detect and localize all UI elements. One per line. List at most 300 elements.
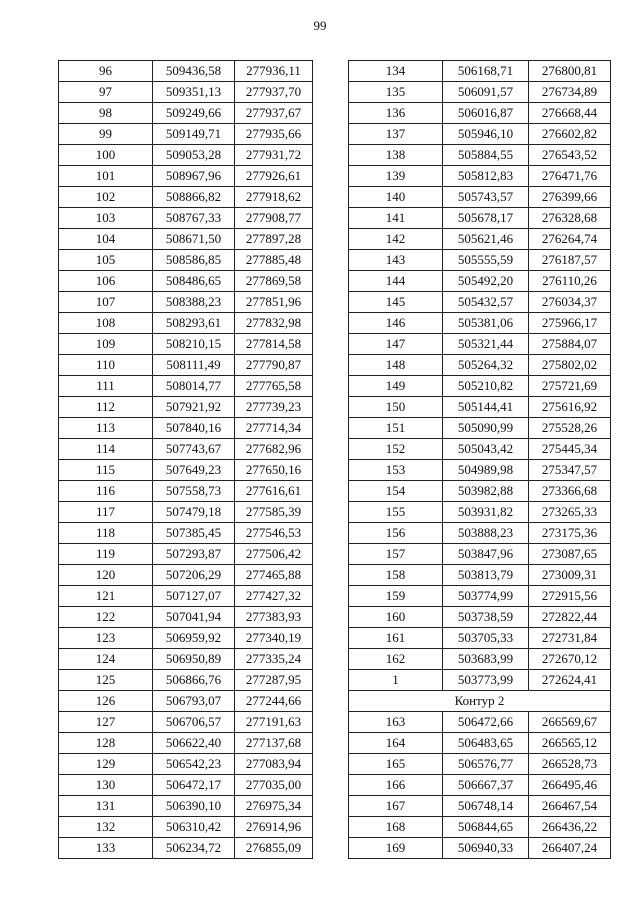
table-row	[59, 166, 313, 187]
x-coordinate-cell: 509249,66	[153, 103, 235, 124]
x-coordinate-cell: 505812,83	[443, 166, 529, 187]
point-number-cell: 146	[349, 313, 443, 334]
y-coordinate-cell: 277937,67	[235, 103, 313, 124]
point-number-cell: 123	[59, 628, 153, 649]
point-number-cell: 138	[349, 145, 443, 166]
point-number-cell: 157	[349, 544, 443, 565]
point-number-cell: 155	[349, 502, 443, 523]
table-row	[349, 733, 611, 754]
table-row	[349, 124, 611, 145]
x-coordinate-cell: 506866,76	[153, 670, 235, 691]
point-number-cell: 108	[59, 313, 153, 334]
point-number-cell: 126	[59, 691, 153, 712]
point-number-cell: 144	[349, 271, 443, 292]
x-coordinate-cell: 506940,33	[443, 838, 529, 859]
y-coordinate-cell: 277931,72	[235, 145, 313, 166]
point-number-cell: 112	[59, 397, 153, 418]
point-number-cell: 137	[349, 124, 443, 145]
table-row	[349, 229, 611, 250]
x-coordinate-cell: 505144,41	[443, 397, 529, 418]
table-row	[59, 502, 313, 523]
x-coordinate-cell: 503813,79	[443, 565, 529, 586]
x-coordinate-cell: 506793,07	[153, 691, 235, 712]
y-coordinate-cell: 266467,54	[529, 796, 611, 817]
y-coordinate-cell: 277814,58	[235, 334, 313, 355]
x-coordinate-cell: 508866,82	[153, 187, 235, 208]
table-row	[349, 187, 611, 208]
point-number-cell: 127	[59, 712, 153, 733]
y-coordinate-cell: 273175,36	[529, 523, 611, 544]
point-number-cell: 124	[59, 649, 153, 670]
table-row	[59, 712, 313, 733]
contour-section	[349, 691, 611, 712]
y-coordinate-cell: 266528,73	[529, 754, 611, 775]
y-coordinate-cell: 272915,56	[529, 586, 611, 607]
point-number-cell: 141	[349, 208, 443, 229]
table-row	[59, 61, 313, 82]
y-coordinate-cell: 276975,34	[235, 796, 313, 817]
point-number-cell: 159	[349, 586, 443, 607]
point-number-cell: 166	[349, 775, 443, 796]
x-coordinate-cell: 505264,32	[443, 355, 529, 376]
table-row	[349, 418, 611, 439]
x-coordinate-cell: 506959,92	[153, 628, 235, 649]
y-coordinate-cell: 275616,92	[529, 397, 611, 418]
y-coordinate-cell: 272822,44	[529, 607, 611, 628]
table-row	[349, 397, 611, 418]
x-coordinate-cell: 506667,37	[443, 775, 529, 796]
y-coordinate-cell: 277287,95	[235, 670, 313, 691]
table-row	[349, 82, 611, 103]
table-row	[349, 544, 611, 565]
point-number-cell: 140	[349, 187, 443, 208]
table-row	[59, 271, 313, 292]
y-coordinate-cell: 277427,32	[235, 586, 313, 607]
point-number-cell: 96	[59, 61, 153, 82]
x-coordinate-cell: 503982,88	[443, 481, 529, 502]
table-row	[59, 523, 313, 544]
x-coordinate-cell: 505946,10	[443, 124, 529, 145]
y-coordinate-cell: 277340,19	[235, 628, 313, 649]
table-row	[349, 607, 611, 628]
x-coordinate-cell: 509053,28	[153, 145, 235, 166]
y-coordinate-cell: 277885,48	[235, 250, 313, 271]
x-coordinate-cell: 505043,42	[443, 439, 529, 460]
x-coordinate-cell: 506542,23	[153, 754, 235, 775]
x-coordinate-cell: 506091,57	[443, 82, 529, 103]
x-coordinate-cell: 503773,99	[443, 670, 529, 691]
table-row	[349, 313, 611, 334]
table-row	[59, 565, 313, 586]
table-row	[59, 418, 313, 439]
table-row	[349, 502, 611, 523]
y-coordinate-cell: 277137,68	[235, 733, 313, 754]
table-row	[349, 61, 611, 82]
table-row	[349, 565, 611, 586]
y-coordinate-cell: 273366,68	[529, 481, 611, 502]
table-row	[349, 355, 611, 376]
x-coordinate-cell: 506748,14	[443, 796, 529, 817]
section-label: Контур 2	[349, 691, 611, 712]
table-row	[59, 733, 313, 754]
x-coordinate-cell: 508014,77	[153, 376, 235, 397]
x-coordinate-cell: 505090,99	[443, 418, 529, 439]
x-coordinate-cell: 505555,59	[443, 250, 529, 271]
table-row	[349, 817, 611, 838]
x-coordinate-cell: 503738,59	[443, 607, 529, 628]
x-coordinate-cell: 509351,13	[153, 82, 235, 103]
y-coordinate-cell: 276543,52	[529, 145, 611, 166]
point-number-cell: 122	[59, 607, 153, 628]
point-number-cell: 109	[59, 334, 153, 355]
x-coordinate-cell: 508486,65	[153, 271, 235, 292]
table-row	[349, 145, 611, 166]
y-coordinate-cell: 276034,37	[529, 292, 611, 313]
table-row	[349, 460, 611, 481]
table-row	[349, 481, 611, 502]
point-number-cell: 115	[59, 460, 153, 481]
x-coordinate-cell: 503774,99	[443, 586, 529, 607]
x-coordinate-cell: 509149,71	[153, 124, 235, 145]
x-coordinate-cell: 506706,57	[153, 712, 235, 733]
x-coordinate-cell: 505492,20	[443, 271, 529, 292]
y-coordinate-cell: 266495,46	[529, 775, 611, 796]
x-coordinate-cell: 507558,73	[153, 481, 235, 502]
table-row	[59, 250, 313, 271]
y-coordinate-cell: 277035,00	[235, 775, 313, 796]
table-row	[59, 376, 313, 397]
table-row	[349, 754, 611, 775]
table-row	[59, 460, 313, 481]
x-coordinate-cell: 507649,23	[153, 460, 235, 481]
y-coordinate-cell: 275966,17	[529, 313, 611, 334]
table-row	[349, 628, 611, 649]
table-row	[59, 334, 313, 355]
y-coordinate-cell: 277650,16	[235, 460, 313, 481]
point-number-cell: 149	[349, 376, 443, 397]
x-coordinate-cell: 508586,85	[153, 250, 235, 271]
x-coordinate-cell: 508671,50	[153, 229, 235, 250]
y-coordinate-cell: 277682,96	[235, 439, 313, 460]
y-coordinate-cell: 272731,84	[529, 628, 611, 649]
x-coordinate-cell: 503683,99	[443, 649, 529, 670]
y-coordinate-cell: 277869,58	[235, 271, 313, 292]
x-coordinate-cell: 507921,92	[153, 397, 235, 418]
table-row	[59, 628, 313, 649]
table-row	[59, 649, 313, 670]
table-row	[59, 754, 313, 775]
table-row	[59, 775, 313, 796]
y-coordinate-cell: 266407,24	[529, 838, 611, 859]
x-coordinate-cell: 506576,77	[443, 754, 529, 775]
x-coordinate-cell: 504989,98	[443, 460, 529, 481]
table-row	[59, 796, 313, 817]
table-row	[349, 796, 611, 817]
x-coordinate-cell: 508967,96	[153, 166, 235, 187]
y-coordinate-cell: 277714,34	[235, 418, 313, 439]
point-number-cell: 148	[349, 355, 443, 376]
table-row	[349, 649, 611, 670]
y-coordinate-cell: 276328,68	[529, 208, 611, 229]
y-coordinate-cell: 277506,42	[235, 544, 313, 565]
coordinates-table-right-body	[349, 61, 611, 691]
y-coordinate-cell: 277244,66	[235, 691, 313, 712]
point-number-cell: 156	[349, 523, 443, 544]
point-number-cell: 150	[349, 397, 443, 418]
y-coordinate-cell: 272624,41	[529, 670, 611, 691]
y-coordinate-cell: 277335,24	[235, 649, 313, 670]
table-row	[349, 670, 611, 691]
point-number-cell: 130	[59, 775, 153, 796]
y-coordinate-cell: 277191,63	[235, 712, 313, 733]
table-row	[349, 334, 611, 355]
point-number-cell: 120	[59, 565, 153, 586]
y-coordinate-cell: 276471,76	[529, 166, 611, 187]
table-row	[59, 397, 313, 418]
y-coordinate-cell: 276800,81	[529, 61, 611, 82]
table-row	[349, 103, 611, 124]
point-number-cell: 129	[59, 754, 153, 775]
table-row	[349, 439, 611, 460]
x-coordinate-cell: 505884,55	[443, 145, 529, 166]
y-coordinate-cell: 266565,12	[529, 733, 611, 754]
y-coordinate-cell: 277585,39	[235, 502, 313, 523]
x-coordinate-cell: 507743,67	[153, 439, 235, 460]
point-number-cell: 1	[349, 670, 443, 691]
table-row	[59, 82, 313, 103]
point-number-cell: 131	[59, 796, 153, 817]
table-row	[59, 544, 313, 565]
table-row	[59, 670, 313, 691]
table-row	[59, 313, 313, 334]
y-coordinate-cell: 266569,67	[529, 712, 611, 733]
point-number-cell: 132	[59, 817, 153, 838]
y-coordinate-cell: 266436,22	[529, 817, 611, 838]
point-number-cell: 163	[349, 712, 443, 733]
x-coordinate-cell: 506016,87	[443, 103, 529, 124]
x-coordinate-cell: 506950,89	[153, 649, 235, 670]
x-coordinate-cell: 506844,65	[443, 817, 529, 838]
x-coordinate-cell: 507206,29	[153, 565, 235, 586]
page-number: 99	[313, 18, 327, 33]
x-coordinate-cell: 506310,42	[153, 817, 235, 838]
table-row	[349, 376, 611, 397]
y-coordinate-cell: 277897,28	[235, 229, 313, 250]
y-coordinate-cell: 277616,61	[235, 481, 313, 502]
y-coordinate-cell: 273087,65	[529, 544, 611, 565]
coordinates-table-right	[348, 60, 611, 859]
table-row	[349, 838, 611, 859]
x-coordinate-cell: 508388,23	[153, 292, 235, 313]
y-coordinate-cell: 273265,33	[529, 502, 611, 523]
x-coordinate-cell: 505432,57	[443, 292, 529, 313]
point-number-cell: 143	[349, 250, 443, 271]
table-row	[349, 208, 611, 229]
point-number-cell: 105	[59, 250, 153, 271]
table-row	[59, 187, 313, 208]
table-row	[59, 691, 313, 712]
point-number-cell: 104	[59, 229, 153, 250]
x-coordinate-cell: 505743,57	[443, 187, 529, 208]
point-number-cell: 147	[349, 334, 443, 355]
y-coordinate-cell: 277765,58	[235, 376, 313, 397]
point-number-cell: 100	[59, 145, 153, 166]
x-coordinate-cell: 508767,33	[153, 208, 235, 229]
point-number-cell: 134	[349, 61, 443, 82]
y-coordinate-cell: 276399,66	[529, 187, 611, 208]
x-coordinate-cell: 503847,96	[443, 544, 529, 565]
section-row	[349, 691, 611, 712]
point-number-cell: 135	[349, 82, 443, 103]
y-coordinate-cell: 277918,62	[235, 187, 313, 208]
x-coordinate-cell: 506234,72	[153, 838, 235, 859]
point-number-cell: 154	[349, 481, 443, 502]
y-coordinate-cell: 277936,11	[235, 61, 313, 82]
y-coordinate-cell: 277383,93	[235, 607, 313, 628]
point-number-cell: 136	[349, 103, 443, 124]
y-coordinate-cell: 276914,96	[235, 817, 313, 838]
point-number-cell: 118	[59, 523, 153, 544]
y-coordinate-cell: 276668,44	[529, 103, 611, 124]
point-number-cell: 164	[349, 733, 443, 754]
point-number-cell: 125	[59, 670, 153, 691]
point-number-cell: 167	[349, 796, 443, 817]
x-coordinate-cell: 506168,71	[443, 61, 529, 82]
y-coordinate-cell: 277546,53	[235, 523, 313, 544]
coordinates-table-right-body-contour-2	[349, 712, 611, 859]
table-row	[59, 838, 313, 859]
point-number-cell: 98	[59, 103, 153, 124]
point-number-cell: 152	[349, 439, 443, 460]
y-coordinate-cell: 276855,09	[235, 838, 313, 859]
point-number-cell: 145	[349, 292, 443, 313]
point-number-cell: 107	[59, 292, 153, 313]
point-number-cell: 142	[349, 229, 443, 250]
y-coordinate-cell: 275347,57	[529, 460, 611, 481]
y-coordinate-cell: 277465,88	[235, 565, 313, 586]
table-row	[349, 586, 611, 607]
x-coordinate-cell: 506472,66	[443, 712, 529, 733]
point-number-cell: 110	[59, 355, 153, 376]
point-number-cell: 106	[59, 271, 153, 292]
x-coordinate-cell: 509436,58	[153, 61, 235, 82]
point-number-cell: 114	[59, 439, 153, 460]
x-coordinate-cell: 505621,46	[443, 229, 529, 250]
point-number-cell: 151	[349, 418, 443, 439]
y-coordinate-cell: 275528,26	[529, 418, 611, 439]
point-number-cell: 119	[59, 544, 153, 565]
x-coordinate-cell: 503888,23	[443, 523, 529, 544]
y-coordinate-cell: 275884,07	[529, 334, 611, 355]
y-coordinate-cell: 277083,94	[235, 754, 313, 775]
table-row	[349, 271, 611, 292]
table-row	[59, 145, 313, 166]
coordinates-table-left	[58, 60, 313, 859]
point-number-cell: 102	[59, 187, 153, 208]
point-number-cell: 97	[59, 82, 153, 103]
y-coordinate-cell: 275802,02	[529, 355, 611, 376]
x-coordinate-cell: 505678,17	[443, 208, 529, 229]
x-coordinate-cell: 508293,61	[153, 313, 235, 334]
point-number-cell: 121	[59, 586, 153, 607]
x-coordinate-cell: 505321,44	[443, 334, 529, 355]
x-coordinate-cell: 507479,18	[153, 502, 235, 523]
y-coordinate-cell: 277851,96	[235, 292, 313, 313]
x-coordinate-cell: 508111,49	[153, 355, 235, 376]
point-number-cell: 139	[349, 166, 443, 187]
y-coordinate-cell: 277739,23	[235, 397, 313, 418]
y-coordinate-cell: 276110,26	[529, 271, 611, 292]
y-coordinate-cell: 276187,57	[529, 250, 611, 271]
table-row	[349, 523, 611, 544]
x-coordinate-cell: 507041,94	[153, 607, 235, 628]
table-row	[59, 229, 313, 250]
x-coordinate-cell: 505381,06	[443, 313, 529, 334]
point-number-cell: 162	[349, 649, 443, 670]
x-coordinate-cell: 506472,17	[153, 775, 235, 796]
point-number-cell: 113	[59, 418, 153, 439]
y-coordinate-cell: 277790,87	[235, 355, 313, 376]
x-coordinate-cell: 507293,87	[153, 544, 235, 565]
table-row	[59, 124, 313, 145]
coordinates-table-left-body	[59, 61, 313, 859]
y-coordinate-cell: 272670,12	[529, 649, 611, 670]
point-number-cell: 160	[349, 607, 443, 628]
x-coordinate-cell: 503931,82	[443, 502, 529, 523]
point-number-cell: 153	[349, 460, 443, 481]
x-coordinate-cell: 507385,45	[153, 523, 235, 544]
table-row	[349, 775, 611, 796]
x-coordinate-cell: 503705,33	[443, 628, 529, 649]
point-number-cell: 116	[59, 481, 153, 502]
y-coordinate-cell: 277937,70	[235, 82, 313, 103]
point-number-cell: 161	[349, 628, 443, 649]
point-number-cell: 165	[349, 754, 443, 775]
table-row	[59, 817, 313, 838]
y-coordinate-cell: 276734,89	[529, 82, 611, 103]
y-coordinate-cell: 277832,98	[235, 313, 313, 334]
table-row	[349, 166, 611, 187]
table-row	[59, 586, 313, 607]
point-number-cell: 101	[59, 166, 153, 187]
y-coordinate-cell: 277926,61	[235, 166, 313, 187]
x-coordinate-cell: 506390,10	[153, 796, 235, 817]
y-coordinate-cell: 275721,69	[529, 376, 611, 397]
x-coordinate-cell: 507840,16	[153, 418, 235, 439]
table-row	[59, 355, 313, 376]
table-row	[59, 481, 313, 502]
point-number-cell: 128	[59, 733, 153, 754]
table-row	[349, 712, 611, 733]
point-number-cell: 168	[349, 817, 443, 838]
point-number-cell: 169	[349, 838, 443, 859]
y-coordinate-cell: 277935,66	[235, 124, 313, 145]
point-number-cell: 99	[59, 124, 153, 145]
table-row	[59, 292, 313, 313]
x-coordinate-cell: 506483,65	[443, 733, 529, 754]
point-number-cell: 103	[59, 208, 153, 229]
table-row	[59, 439, 313, 460]
point-number-cell: 133	[59, 838, 153, 859]
y-coordinate-cell: 275445,34	[529, 439, 611, 460]
y-coordinate-cell: 276602,82	[529, 124, 611, 145]
point-number-cell: 158	[349, 565, 443, 586]
x-coordinate-cell: 506622,40	[153, 733, 235, 754]
table-row	[59, 208, 313, 229]
table-row	[349, 250, 611, 271]
table-row	[59, 607, 313, 628]
point-number-cell: 117	[59, 502, 153, 523]
